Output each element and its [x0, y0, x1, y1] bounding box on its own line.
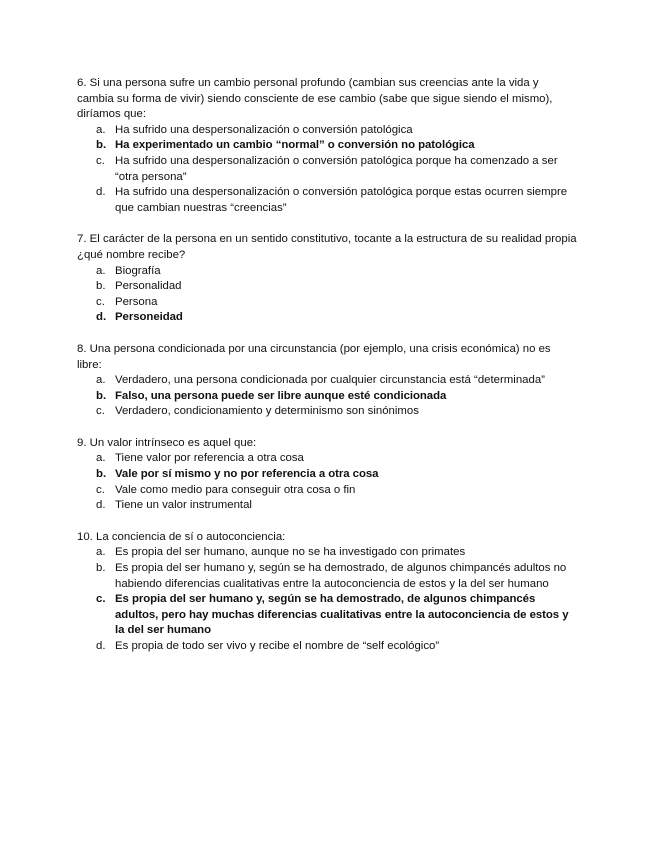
- question-9: [77, 436, 577, 514]
- option-text: Falso, una persona puede ser libre aunque esté condicionada: [115, 389, 447, 402]
- question-text: 7. El carácter de la persona en un sentido constitutivo, tocante a la estructura de su realidad propia ¿qué nombre recibe?: [77, 233, 577, 261]
- option-letter: c.: [96, 593, 106, 606]
- option-text: Ha experimentado un cambio “normal” o conversión no patológica: [115, 139, 475, 152]
- option-text: Verdadero, una persona condicionada por cualquier circunstancia está “determinada”: [115, 374, 545, 387]
- option-text: Personeidad: [115, 311, 183, 324]
- option-d: [77, 639, 577, 655]
- option-letter: c.: [96, 483, 105, 496]
- option-b: [77, 279, 577, 295]
- option-c: [77, 483, 577, 499]
- option-letter: b.: [96, 139, 107, 152]
- option-c: [77, 295, 577, 311]
- option-letter: b.: [96, 389, 107, 402]
- option-text: Biografía: [115, 264, 161, 277]
- option-a: [77, 451, 577, 467]
- option-text: Persona: [115, 295, 158, 308]
- option-letter: c.: [96, 295, 105, 308]
- option-c: [77, 404, 577, 420]
- options-list: [77, 123, 577, 217]
- option-d-correct: [77, 310, 577, 326]
- option-text: Ha sufrido una despersonalización o conversión patológica porque ha comenzado a ser “otra persona”: [115, 154, 558, 183]
- option-letter: a.: [96, 546, 106, 559]
- option-text: Ha sufrido una despersonalización o conversión patológica porque estas ocurren siempre que cambian nuestras “creencias”: [115, 186, 568, 214]
- option-a: [77, 123, 577, 139]
- options-list: [77, 373, 577, 420]
- option-text: Es propia del ser humano, aunque no se ha investigado con primates: [115, 546, 466, 559]
- option-letter: d.: [96, 186, 106, 199]
- option-text: Es propia del ser humano y, según se ha demostrado, de algunos chimpancés adultos no habiendo diferencias cualitativas entre la autoconciencia de estos y la del ser humano: [115, 562, 567, 590]
- question-text: 10. La conciencia de sí o autoconciencia:: [77, 530, 286, 543]
- question-text: 8. Una persona condicionada por una circunstancia (por ejemplo, una crisis económica) no es libre:: [77, 342, 551, 371]
- options-list: [77, 545, 577, 654]
- option-text: Verdadero, condicionamiento y determinismo son sinónimos: [115, 405, 419, 418]
- option-letter: d.: [96, 640, 106, 652]
- options-list: [77, 264, 577, 326]
- option-a: [77, 373, 577, 389]
- options-list: [77, 451, 577, 513]
- option-text: Es propia del ser humano y, según se ha demostrado, de algunos chimpancés adultos, pero hay muchas diferencias cualitativas entre la autoconciencia de estos y la del ser humano: [115, 593, 569, 637]
- option-text: Personalidad: [115, 280, 182, 293]
- option-text: Es propia de todo ser vivo y recibe el nombre de “self ecológico”: [115, 640, 440, 652]
- option-letter: a.: [96, 452, 106, 465]
- option-letter: d.: [96, 311, 107, 324]
- option-a: [77, 545, 577, 561]
- option-letter: c.: [96, 405, 105, 418]
- option-b-correct: [77, 389, 577, 405]
- quiz-document: [77, 76, 577, 671]
- question-text: 6. Si una persona sufre un cambio personal profundo (cambian sus creencias ante la vida y cambia su forma de vivir) siendo consciente de ese cambio (sabe que sigue siendo el mismo), diríamos que:: [77, 77, 553, 121]
- option-b: [77, 561, 577, 592]
- option-c-correct: [77, 592, 577, 639]
- question-10: [77, 530, 577, 655]
- question-8: [77, 342, 577, 420]
- option-text: Tiene un valor instrumental: [115, 499, 252, 512]
- option-letter: a.: [96, 374, 106, 387]
- option-d: [77, 498, 577, 514]
- option-text: Vale como medio para conseguir otra cosa o fin: [115, 483, 356, 496]
- option-text: Tiene valor por referencia a otra cosa: [115, 452, 304, 465]
- option-letter: a.: [96, 123, 106, 136]
- option-letter: a.: [96, 264, 106, 277]
- option-text: Ha sufrido una despersonalización o conversión patológica: [115, 123, 413, 136]
- option-letter: b.: [96, 468, 107, 481]
- question-7: [77, 232, 577, 326]
- option-letter: b.: [96, 562, 106, 575]
- option-d: [77, 185, 577, 216]
- option-letter: d.: [96, 499, 106, 512]
- option-a: [77, 264, 577, 280]
- question-6: [77, 76, 577, 216]
- option-letter: b.: [96, 280, 106, 293]
- option-b-correct: [77, 138, 577, 154]
- question-text: 9. Un valor intrínseco es aquel que:: [77, 436, 257, 449]
- option-text: Vale por sí mismo y no por referencia a otra cosa: [115, 468, 379, 481]
- option-b-correct: [77, 467, 577, 483]
- option-c: [77, 154, 577, 185]
- option-letter: c.: [96, 154, 105, 167]
